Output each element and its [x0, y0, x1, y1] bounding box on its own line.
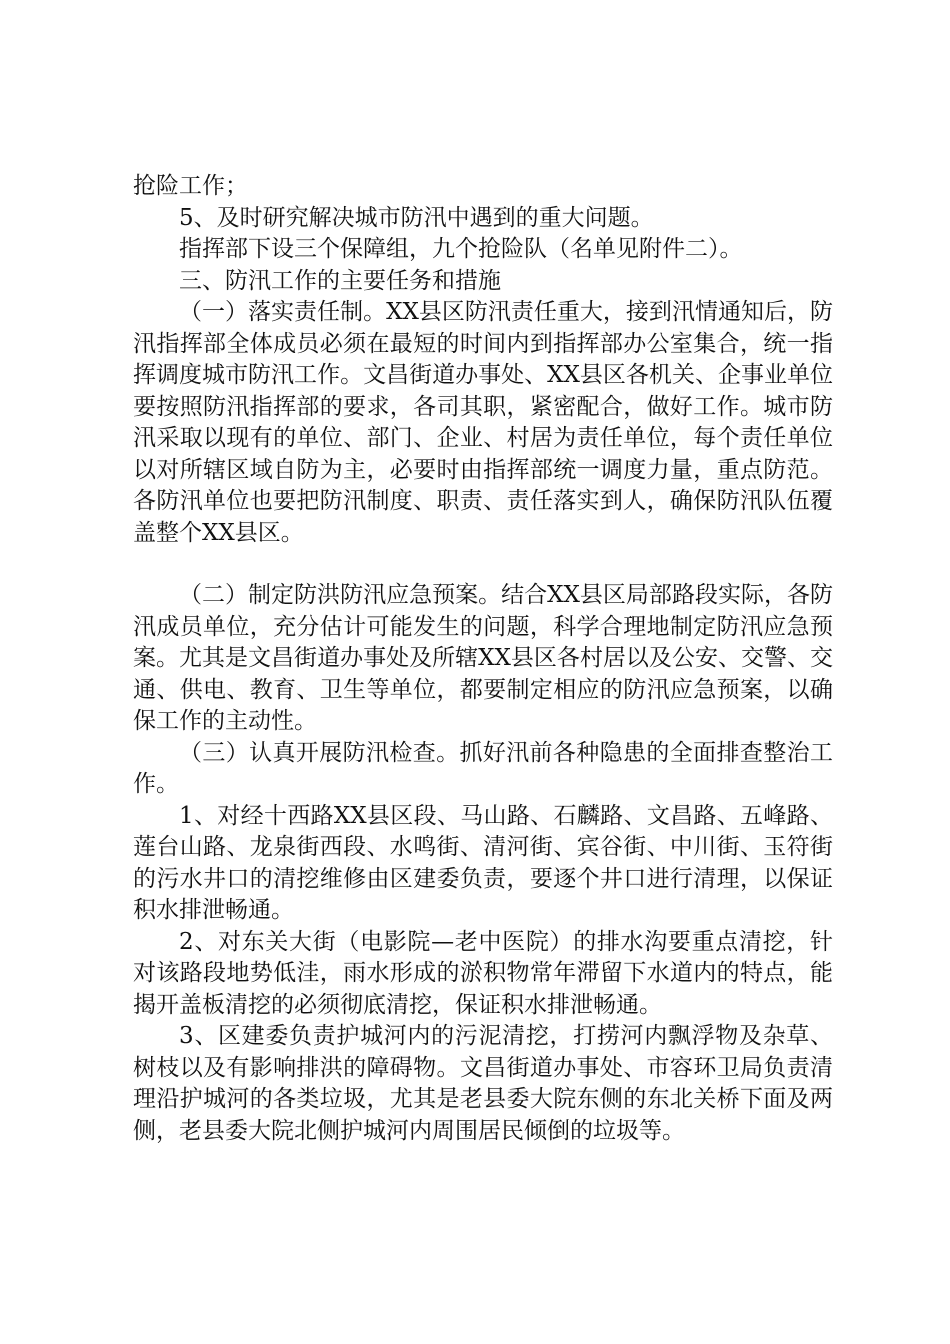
paragraph-spacer — [133, 549, 833, 580]
document-body — [133, 171, 833, 1147]
paragraph-inspection-item-3: 3、区建委负责护城河内的污泥清挖，打捞河内飘浮物及杂草、树枝以及有影响排洪的障碍物。文昌街道办事处、市容环卫局负责清理沿护城河的各类垃圾，尤其是老县委大院东侧的东北关桥下面及两侧，老县委大院北侧护城河内周围居民倾倒的垃圾等。 — [133, 1023, 833, 1144]
paragraph-emergency-plan: （二）制定防洪防汛应急预案。结合XX县区局部路段实际，各防汛成员单位，充分估计可能发生的问题，科学合理地制定防汛应急预案。尤其是文昌街道办事处及所辖XX县区各村居以及公安、交警、交通、供电、教育、卫生等单位，都要制定相应的防汛应急预案，以确保工作的主动性。 — [133, 582, 833, 734]
paragraph-continuation: 抢险工作； — [133, 173, 248, 199]
paragraph-responsibility: （一）落实责任制。XX县区防汛责任重大，接到汛情通知后，防汛指挥部全体成员必须在最短的时间内到指挥部办公室集合，统一指挥调度城市防汛工作。文昌街道办事处、XX县区各机关、企事业单位要按照防汛指挥部的要求，各司其职，紧密配合，做好工作。城市防汛采取以现有的单位、部门、企业、村居为责任单位，每个责任单位以对所辖区域自防为主，必要时由指挥部统一调度力量，重点防范。各防汛单位也要把防汛制度、职责、责任落实到人，确保防汛队伍覆盖整个XX县区。 — [133, 299, 833, 546]
paragraph-inspection: （三）认真开展防汛检查。抓好汛前各种隐患的全面排查整治工作。 — [133, 739, 833, 797]
paragraph-item-5: 5、及时研究解决城市防汛中遇到的重大问题。 — [179, 204, 654, 231]
paragraph-inspection-item-1: 1、对经十西路XX县区段、马山路、石麟路、文昌路、五峰路、莲台山路、龙泉街西段、水鸣街、清河街、宾谷街、中川街、玉符街的污水井口的清挖维修由区建委负责，要逐个井口进行清理，以保证积水排泄畅通。 — [133, 802, 833, 923]
paragraph-inspection-item-2: 2、对东关大街（电影院—老中医院）的排水沟要重点清挖，针对该路段地势低洼，雨水形成的淤积物常年滞留下水道内的特点，能揭开盖板清挖的必须彻底清挖，保证积水排泄畅通。 — [133, 928, 833, 1018]
paragraph-command-groups: 指挥部下设三个保障组，九个抢险队（名单见附件二）。 — [179, 236, 743, 262]
section-heading-3: 三、防汛工作的主要任务和措施 — [179, 267, 501, 294]
